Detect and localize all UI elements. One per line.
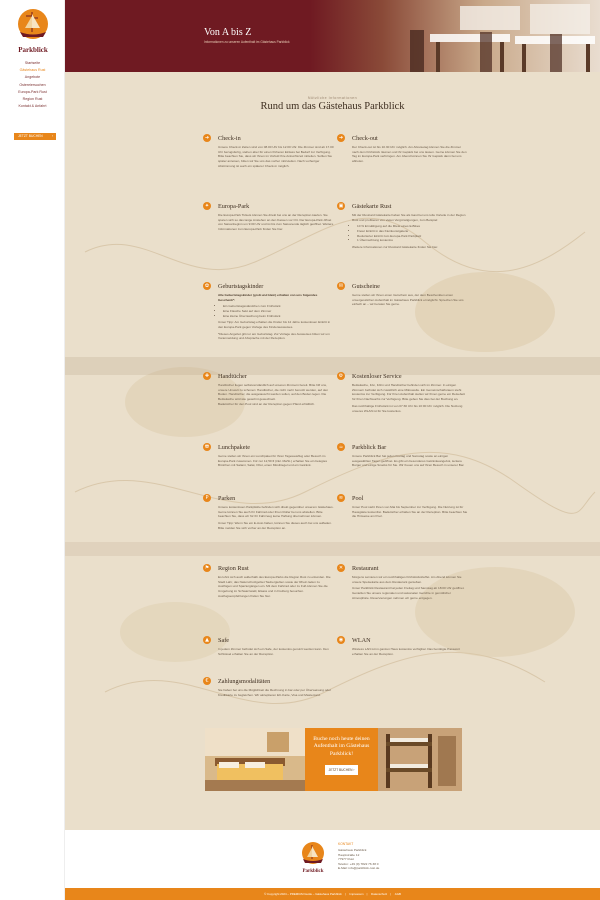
page-title: Von A bis Z bbox=[204, 27, 252, 38]
main-nav bbox=[0, 60, 65, 110]
entry-text: Sie haben bei uns die Möglichkeit die Rechnung in bar oder per Überweisung oder Kreditkarte zu begleichen. Wir akzeptieren EC-Karte, Visa und Mastercard. bbox=[218, 688, 331, 697]
entry-text: Die Europa-Park Tickets können Sie direkt bei uns an der Rezeption kaufen. Sie sparen sich so das lange Anstehen an den Kassen vor Ort. Der Europa-Park öffnet von Saisonbeginn um 9:00 Uhr und ist bis zum Saisonende täglich geöffnet. Weitere Informationen zum Europa-Park finden Sie hier. bbox=[218, 213, 334, 232]
entry-extra-text: Unser Parkblick Restaurant hat jeden Freitag und Samstag ab 18:00 Uhr geöffnet. Genießen Sie unsere regionalen und saisonalen Gerichte in gemütlicher Atmosphäre. Reservierungen nehmen wir gerne entgegen. bbox=[352, 586, 465, 600]
entry-title: Zahlungsmodalitäten bbox=[218, 678, 271, 685]
entry-title: Region Rust bbox=[218, 565, 249, 572]
entry-text bbox=[218, 293, 334, 341]
entry-text: Gerne stellen wir Ihnen ein Lunchpaket für Ihren Tagesausflug oder Besuch im Europa-Park zusammen. Für nur 12,50 € (inkl. MwSt.) erhalten Sie ein belegtes Brötchen mit Salami, Salat, Obst, einen Müsliriegel und ein Getränk. bbox=[218, 454, 328, 468]
entry-title: Parken bbox=[218, 495, 236, 502]
footer-email[interactable]: E-Mail: info@parkblick-rust.de bbox=[338, 866, 380, 871]
promo-cta bbox=[305, 728, 378, 791]
entry-text bbox=[352, 575, 468, 601]
entry-main-text: Unsere kostenlosen Parkplätze befinden sich direkt gegenüber unserem Gästehaus. Gerne können Sie auch Ihr Fahrrad oder Ihren Roller bei uns abstellen. Bitte beachten Sie, dass wir für Ihr Fahrzeug keine Haftung übernehmen können. bbox=[218, 505, 334, 519]
footer-brand-name: Parkblick bbox=[302, 869, 324, 874]
entry-intro: Mit der Rustcard Gästekarte haben Sie als Gast bei uns tolle Vorteile in der Region Rust und profitieren von vielen Vergünstigungen, zum Beispiel: bbox=[352, 213, 466, 222]
book-now-button[interactable] bbox=[14, 133, 56, 140]
voucher-icon: ✉ bbox=[338, 283, 344, 289]
benefit-list bbox=[357, 224, 468, 242]
entry-text: Unser Pool steht Ihnen von Mai bis September zur Verfügung. Die Nutzung ist für Hausgäste kostenfrei. Badetücher erhalten Sie an der Rezeption. Bitte beachten Sie die Hinweise am Pool. bbox=[352, 505, 468, 519]
footer-street: Hauptstraße 12 bbox=[338, 852, 360, 857]
entry-text: Wireless LAN ist im ganzen Haus kostenlos verfügbar. Das benötigte Passwort erhalten Sie an der Rezeption. bbox=[352, 647, 460, 656]
towel-icon: ✚ bbox=[204, 373, 210, 379]
payment-icon: € bbox=[203, 677, 211, 685]
nav-item-europapark[interactable]: Europa-Park Rust bbox=[18, 89, 47, 94]
pool-icon: ≋ bbox=[338, 495, 344, 501]
brand-logo[interactable] bbox=[10, 4, 56, 60]
impressum-link[interactable]: Impressum bbox=[349, 892, 364, 896]
check-out-icon: ➜ bbox=[338, 135, 344, 141]
entry-note: *Dieses Angebot gilt nur am Geburtstag. Zur Vorlage des Ausweises bitten wir um Voranmeldung und Absprache mit der Rezeption. bbox=[218, 331, 330, 341]
nav-item-region[interactable]: Region Rust bbox=[22, 96, 43, 101]
list-item: • Eine Flasche Sekt auf dem Zimmer bbox=[223, 309, 334, 314]
entry-extra-text: Das reichhaltige Frühstück ist von 07:30 Uhr bis 10:00 Uhr möglich. Die Nutzung unseres WLAN ist für Sie kostenlos. bbox=[352, 403, 463, 413]
entry-title: Kostenloser Service bbox=[352, 373, 402, 380]
entry-title: Safe bbox=[218, 637, 229, 644]
sidebar bbox=[0, 0, 65, 900]
restaurant-photo bbox=[310, 0, 600, 72]
entry-main-text: Morgens servieren wir ein reichhaltiges Frühstücksbuffet. Am Abend können Sie unsere Speisekarte aus dem Restaurant genießen. bbox=[352, 575, 462, 584]
entry-title: Pool bbox=[352, 495, 364, 502]
guest-card-icon: ▣ bbox=[338, 203, 344, 209]
section-title: Rund um das Gästehaus Parkblick bbox=[260, 101, 405, 112]
footer-logo[interactable] bbox=[297, 840, 329, 878]
page-subtitle: Informationen zu unseren Aufenthalt im Gästehaus Parkblick bbox=[204, 40, 290, 44]
promo-book-label: JETZT BUCHEN bbox=[328, 768, 353, 773]
agb-link[interactable]: AGB bbox=[394, 892, 401, 896]
footer bbox=[65, 830, 600, 888]
entry-main-text: Handtücher liegen selbstverständlich auf unseren Zimmern bereit. Bitte hilf uns, unsere Umwelt zu schonen: Handtücher, die nicht mehr benutzt werden, auf den Boden. Handtücher, die ausgetauscht werden sollen, auf den Boden legen. Die Bettwäsche wird wie gewohnt gewechselt. bbox=[218, 383, 329, 402]
nav-item-gaestehaus[interactable]: Gästehaus Rust bbox=[19, 68, 46, 73]
room-photo bbox=[205, 728, 305, 791]
bunkbed-photo bbox=[378, 728, 462, 791]
gift-list bbox=[223, 304, 334, 318]
list-item: • Ein Geburtstagsständchen zum Frühstück bbox=[223, 304, 334, 309]
nav-item-angebote[interactable]: Angebote bbox=[24, 75, 41, 80]
entry-text: In jedem Zimmer befindet sich ein Safe, der kostenlos genutzt werden kann. Den Schlüssel erhalten Sie an der Rezeption. bbox=[218, 647, 329, 656]
brand-name: Parkblick bbox=[18, 46, 48, 54]
datenschutz-link[interactable]: Datenschutz bbox=[371, 892, 388, 896]
entry-text: Unsere Parkblick Bar hat jeden Freitag und Samstag sowie an einigen ausgewählten Tagen geöffnet. Es gibt ein besonderes Getränkeangebot, leckere Burger und einige Snacks für Sie. Wir freuen uns auf Ihren Besuch in unserer Bar. bbox=[352, 454, 465, 468]
entry-main-text: Bettwäsche, Fön, Föhn und Handtücher befinden sich im Zimmer. In einigen Zimmern befindet sich zusätzlich eine Mikrowelle. Ein Gemeinschaftsraum steht kostenlos zur Verfügung. Für Ihren Aufenthalt stellen wir Ihnen gerne ein Reisebett für Ihren Nachwuchs zur Verfügung. Bitte geben Sie dies bei der Buchung an. bbox=[352, 383, 465, 402]
bar-icon: ☕ bbox=[338, 444, 344, 450]
footer-kontakt-heading: KONTAKT bbox=[338, 842, 354, 846]
entry-title: Restaurant bbox=[352, 565, 379, 572]
entry-text: Der Check-out ist bis 10.30 Uhr möglich. Am Abreisetag können Sie die Zimmer nach dem Frühstück räumen und ihr Gepäck bei uns lassen. Gerne können Sie den Tag im Europa-Park verbringen. Am Abend können Sie Ihr Gepäck dann bei uns abholen. bbox=[352, 145, 467, 164]
copyright-text: © Copyright 2024 – PREMIUM Guide – Gästehaus Parkblick bbox=[264, 892, 342, 896]
entry-text: Gerne stellen wir Ihnen einen Gutschein aus, der dem Beschenkten einen unvergesslichen Aufenthalt im Gästehaus Parkblick ermöglicht. Sprechen Sie uns einfach an – wir beraten Sie gerne. bbox=[352, 293, 464, 307]
service-icon: ⚙ bbox=[338, 373, 344, 379]
page-header bbox=[65, 0, 600, 72]
entry-title: Check-in bbox=[218, 135, 241, 142]
entry-title: Handtücher bbox=[218, 373, 247, 380]
entry-text: Es lohnt sich auch außerhalb des Europa-Parks die Region Rust zu erkunden. Die Stadt Lahr, das Naturschutzgebiet Taubergießen sowie der Rhein laden zu Ausflügen und Spaziergängen ein. Mit dem Fahrrad oder zu Fuß können Sie die Umgebung im Schwarzwald, Elsass und in Freiburg besuchen. Ausflugsempfehlungen finden Sie hier. bbox=[218, 575, 331, 598]
promo-book-button[interactable] bbox=[325, 765, 359, 775]
copyright-links: © Copyright 2024 – PREMIUM Guide – Gästehaus Parkblick | Impressum | Datenschutz | AGB bbox=[264, 892, 401, 896]
check-in-icon: ➜ bbox=[204, 135, 210, 141]
birthday-icon: ✿ bbox=[204, 283, 210, 289]
entry-title: Gutscheine bbox=[352, 283, 380, 290]
entry-text bbox=[218, 505, 334, 531]
entry-title: Lunchpakete bbox=[218, 444, 250, 451]
safe-icon: ▲ bbox=[203, 636, 211, 644]
region-icon: ⚑ bbox=[204, 565, 210, 571]
restaurant-icon: ✕ bbox=[338, 565, 344, 571]
footer-address bbox=[338, 848, 379, 871]
list-item: • Reduzierter Eintritt zum Europa-Park Parkplatz bbox=[357, 234, 468, 239]
entry-text bbox=[218, 383, 334, 407]
list-item: • Freier Eintritt in das Kleinkunstgalerie bbox=[357, 229, 468, 234]
nav-item-kontakt[interactable]: Kontakt & Anfahrt bbox=[18, 104, 47, 109]
footer-company: Gästehaus Parkblick bbox=[338, 848, 367, 852]
entry-title: Check-out bbox=[352, 135, 378, 142]
entry-text bbox=[352, 383, 468, 413]
entry-title: Parkblick Bar bbox=[352, 444, 387, 451]
section-kicker: Nützliche Informationen bbox=[307, 96, 358, 100]
restaurant-interior-image bbox=[310, 0, 600, 72]
main-content bbox=[65, 72, 600, 830]
entry-title: Gästekarte Rust bbox=[352, 203, 392, 210]
booking-promo bbox=[205, 728, 462, 791]
entry-title: Europa-Park bbox=[218, 203, 250, 210]
entry-outro: Weitere Informationen zur Rustcard Gästekarte finden Sie hier. bbox=[352, 244, 439, 249]
list-item: • Eine kleine Überraschung beim Frühstück bbox=[223, 314, 334, 319]
nav-item-ostereiersuchen[interactable]: Ostereiersuchen bbox=[19, 82, 46, 87]
double-bed-image bbox=[205, 728, 305, 791]
lunch-icon: ⛃ bbox=[204, 444, 210, 450]
entry-text bbox=[352, 213, 468, 249]
entry-tip: Unser Tipp: Wenn Sie ein E-Auto haben, können Sie dieses auch bei uns aufladen. Bitte melden Sie sich vorher an der Rezeption an. bbox=[218, 521, 332, 530]
arrow-right-icon: › bbox=[51, 134, 53, 138]
arrow-right-icon: › bbox=[353, 768, 355, 773]
bunk-bed-image bbox=[378, 728, 462, 791]
old-map-background bbox=[65, 72, 600, 830]
copyright-bar bbox=[65, 888, 600, 900]
book-now-label: JETZT BUCHEN bbox=[18, 134, 43, 138]
footer-city: 77977 Rust bbox=[338, 857, 354, 862]
promo-text: Buche noch heute deinen Aufenthalt im Gästehaus Parkblick! bbox=[313, 736, 370, 757]
wifi-icon: ◉ bbox=[338, 637, 344, 643]
entry-text: Unsere Check-in Zeiten sind von 08.00 Uhr bis 12.00 Uhr. Die Zimmer sind ab 17.00 Uhr bezugsfertig, stehen aber für einen früheren Einlass bei Bedarf zur Verfügung. Bitte beachten Sie, dass wir Ihnen im Vorfeld Ihre Ankunftszeit mitteilen. Sollten Sie später anreisen, bitten wir Sie uns das vorher mitzuteilen. Nach vorheriger Abstimmung ist auch ein späterer Check-in möglich. bbox=[218, 145, 334, 168]
ship-logo-icon bbox=[297, 840, 329, 870]
parking-icon: P bbox=[203, 494, 211, 502]
footer-phone[interactable]: Telefon: +49 (0) 7822 76 38 0 bbox=[338, 861, 379, 866]
list-item: • 10 % Ermäßigung auf die Miete eines E-Bikes bbox=[357, 224, 468, 229]
entry-tip: Unser Tipp: Am Geburtstag erhalten die Kinder bis 12 Jahre kostenlosen Eintritt in den Europa-Park gegen Vorlage des Kinderausweises. bbox=[218, 320, 331, 329]
nav-item-startseite[interactable]: Startseite bbox=[24, 61, 41, 65]
park-icon: ✦ bbox=[204, 203, 210, 209]
entry-title: WLAN bbox=[352, 637, 371, 644]
entry-bold: Alle Geburtstagskinder (groß und klein) erhalten von uns folgendes Geschenk*: bbox=[218, 293, 318, 302]
entry-title: Geburtstagskinder bbox=[218, 283, 264, 290]
entry-extra-text: Badetücher für den Pool sind an der Rezeption gegen Pfand erhältlich. bbox=[218, 401, 315, 406]
list-item: • 1 Übernachtung kostenlos bbox=[357, 238, 468, 243]
